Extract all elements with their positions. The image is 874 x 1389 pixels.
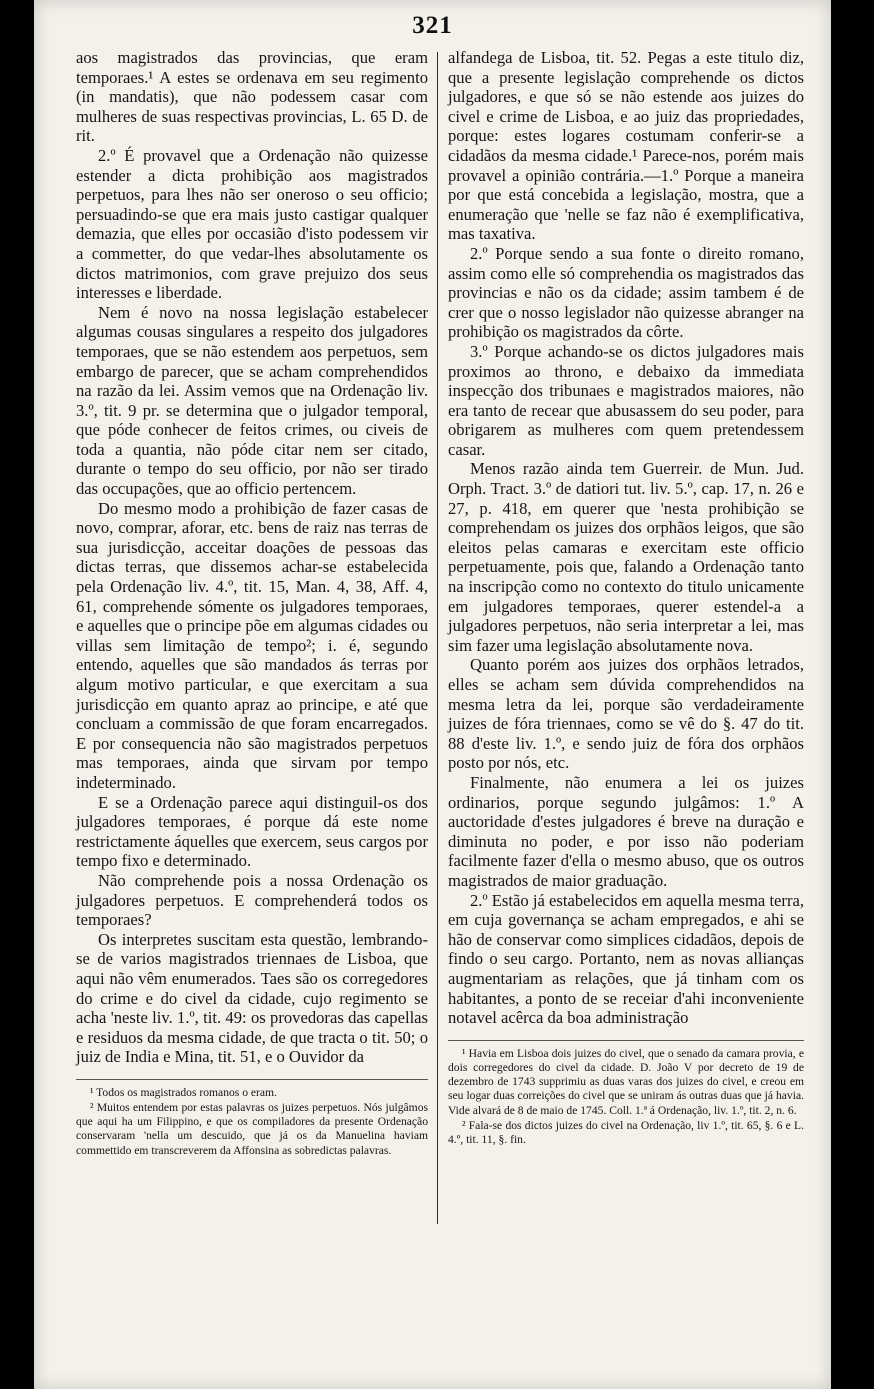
right-paragraph-2: 2.º Porque sendo a sua fonte o direito romano, assim como elle só comprehendia os magistrados das provincias e não os da cidade; assim tambem é de crer que o nosso legislador não quizesse abranger na prohibição os magistrados da côrte. <box>448 243 804 342</box>
right-paragraph-5: Quanto porém aos juizes dos orphãos letrados, elles se acham sem dúvida comprehendidos na mesma letra da lei, porque são verdadeiramente juizes de fóra triennaes, como se vê do §. 47 do tit. 88 d'este liv. 1.º, e sendo juiz de fóra dos orphãos posto por nós, etc. <box>448 655 804 773</box>
left-paragraph-1: aos magistrados das provincias, que eram temporaes.¹ A estes se ordenava em seu regimento (in mandatis), que não podessem casar com mulheres de suas respectivas provincias, L. 65 D. de rit. <box>76 48 428 146</box>
right-paragraph-4: Menos razão ainda tem Guerreir. de Mun. Jud. Orph. Tract. 3.º de datiori tut. liv. 5.º, cap. 17, n. 26 e 27, p. 418, em querer que 'nesta prohibição se comprehendam os juizes dos orphãos leigos, que são eleitos pelas camaras e exercitam este officio perpetuamente, pois que, falando a Ordenação tanto na inscripção como no contexto do titulo unicamente em julgadores temporaes, querer estendel-a a julgadores perpetuos, não seria interpretar a lei, mas sim fazer uma legislação absolutamente nova. <box>448 459 804 655</box>
right-footnote-2: ² Fala-se dos dictos juizes do civel na Ordenação, liv 1.º, tit. 65, §. 6 e L. 4.º, tit. 11, §. fin. <box>448 1118 804 1146</box>
page-number: 321 <box>412 12 453 39</box>
right-footnote-1: ¹ Havia em Lisboa dois juizes do civel, que o senado da camara provia, e dois corregedores do civel da cidade. D. João V por decreto de 19 de dezembro de 1743 supprimiu as duas varas dos juizes do civel, e creou em seu logar duas correições do civel que se uniram ás outras duas que já havia. Vide alvará de 8 de maio de 1745. Coll. 1.ª á Ordenação, liv. 1.º, tit. 2, n. 6. <box>448 1046 804 1117</box>
left-column <box>76 48 428 1159</box>
left-paragraph-7: Os interpretes suscitam esta questão, lembrando-se de varios magistrados triennaes de Lisboa, que aqui não vêm enumerados. Taes são os corregedores do crime e do civel da cidade, cujo regimento se acha 'neste liv. 1.º, tit. 49: os provedoras das capellas e residuos da mesma cidade, de que tracta o tit. 50; o juiz de India e Mina, tit. 51, e o Ouvidor da <box>76 929 428 1067</box>
right-paragraph-7: 2.º Estão já estabelecidos em aquella mesma terra, em cuja governança se acham empregados, e ahi se hão de conservar como simplices cidadãos, depois de findo o seu cargo. Portanto, nem as novas allianças augmentariam as relações, que já tinham com os habitantes, a ponto de se receiar d'ahi inconveniente notavel acêrca da boa administração <box>448 890 804 1028</box>
right-paragraph-1: alfandega de Lisboa, tit. 52. Pegas a este titulo diz, que a presente legislação comprehende os dictos julgadores, e que só se não estende aos juizes do civel e crime de Lisboa, e ao juiz das propriedades, porque: estes logares costumam conferir-se a cidadãos da mesma cidade.¹ Parece-nos, porém mais provavel a opinião contrária.—1.º Porque a maneira por que está concebida a legislação, mostra, que a enumeração que 'nelle se faz não é exemplificativa, mas taxativa. <box>448 48 804 244</box>
left-footnotes <box>76 1079 428 1158</box>
column-divider <box>437 52 438 1224</box>
right-paragraph-3: 3.º Porque achando-se os dictos julgadores mais proximos ao throno, e debaixo da immediata inspecção dos tribunaes e magistrados maiores, não era tanto de recear que abusassem do seu poder, para obrigarem as mulheres com quem pretendessem casar. <box>448 341 804 459</box>
left-paragraph-4: Do mesmo modo a prohibição de fazer casas de novo, comprar, aforar, etc. bens de raiz nas terras de sua jurisdicção, acceitar doações de pessoas das dictas terras, que dissemos achar-se estabelecida pela Ordenação liv. 4.º, tit. 15, Man. 4, 38, Aff. 4, 61, comprehende sómente os julgadores temporaes, e aquelles que o principe põe em algumas cidades ou villas sem limitação de tempo²; i. é, segundo entendo, aquelles que são mandados ás terras por algum motivo particular, e que exercitam a sua jurisdicção em quanto apraz ao principe, e até que concluam a commissão de que foram encarregados. E por consequencia não são magistrados perpetuos mas temporaes, ainda que sirvam por tempo indeterminado. <box>76 498 428 792</box>
right-paragraph-6: Finalmente, não enumera a lei os juizes ordinarios, porque segundo julgâmos: 1.º A auctoridade d'estes julgadores é breve na duração e diminuta no poder, e por isso não poderiam facilmente fazer d'ella o mesmo abuso, que os outros magistrados de maior graduação. <box>448 772 804 890</box>
left-paragraph-5: E se a Ordenação parece aqui distinguil-os dos julgadores temporaes, é porque dá este nome restrictamente áquelles que exercem, seus cargos por tempo fixo e determinado. <box>76 792 428 871</box>
left-footnote-1: ¹ Todos os magistrados romanos o eram. <box>90 1085 277 1099</box>
right-footnotes <box>448 1040 804 1147</box>
left-paragraph-3: Nem é novo na nossa legislação estabelecer algumas cousas singulares a respeito dos julgadores temporaes, que se não estendem aos perpetuos, sem embargo de parecer, que se acham comprehendidos na razão da lei. Assim vemos que na Ordenação liv. 3.º, tit. 9 pr. se determina que o julgador temporal, que póde conhecer de feitos crimes, ou civeis de toda a quantia, não póde citar nem ser citado, durante o tempo do seu officio, por não ser tirado das occupações, que ao officio pertencem. <box>76 302 428 499</box>
left-paragraph-2: 2.º É provavel que a Ordenação não quizesse estender a dicta prohibição aos magistrados perpetuos, para lhes não ser oneroso o seu officio; persuadindo-se que era mais justo castigar qualquer demazia, que elles por occasião d'isto podessem vir a commetter, do que vedar-lhes absolutamente os dictos matrimonios, com grave prejuizo dos seus interesses e liberdade. <box>76 145 428 303</box>
left-paragraph-6: Não comprehende pois a nossa Ordenação os julgadores perpetuos. E comprehenderá todos os temporaes? <box>76 870 428 930</box>
left-footnote-2: ² Muitos entendem por estas palavras os juizes perpetuos. Nós julgâmos que aqui ha um Filippino, e que os compiladores da presente Ordenação conservaram 'nella um descuido, que já os da Manuelina haviam commettido em transcreverem da Affonsina as sobredictas palavras. <box>76 1101 428 1157</box>
book-page <box>34 0 831 1389</box>
right-column <box>448 48 804 1148</box>
